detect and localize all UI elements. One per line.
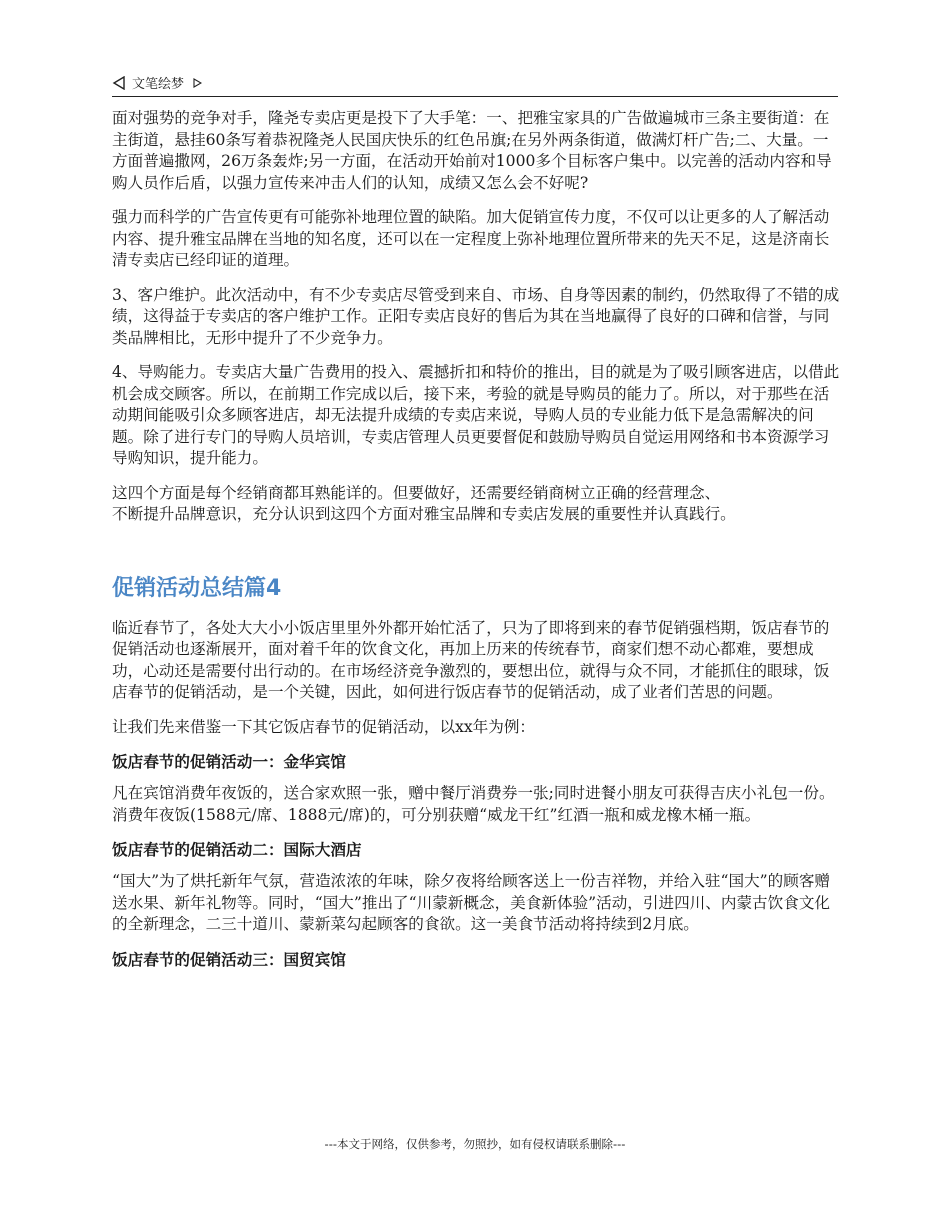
activity-heading-2: 饭店春节的促销活动二：国际大酒店: [112, 840, 362, 859]
document-body: [112, 108, 840, 981]
activity-body-1: 凡在宾馆消费年夜饭的，送合家欢照一张，赠中餐厅消费券一张;同时进餐小朋友可获得吉庆小礼包一份。消费年夜饭(1588元/席、1888元/席)的，可分别获赠“威龙干红”红酒一瓶和威龙橡木桶一瓶。: [112, 784, 835, 824]
paragraph-competition: 面对强势的竞争对手，隆尧专卖店更是投下了大手笔：一、把雅宝家具的广告做遍城市三条主要街道：在主街道，悬挂60条写着恭祝隆尧人民国庆快乐的红色吊旗;在另外两条街道，做满灯杆广告;二、大量。一方面普遍撒网，26万条轰炸;另一方面，在活动开始前对1000多个目标客户集中。以完善的活动内容和导购人员作后盾，以强力宣传来冲击人们的认知，成绩又怎么会不好呢?: [112, 109, 832, 192]
right-triangle-icon: [193, 78, 202, 88]
paragraph-advertising: 强力而科学的广告宣传更有可能弥补地理位置的缺陷。加大促销宣传力度，不仅可以让更多的人了解活动内容、提升雅宝品牌在当地的知名度，还可以在一定程度上弥补地理位置所带来的先天不足，这是济南长清专卖店已经印证的道理。: [112, 208, 830, 269]
summary-line-1: 这四个方面是每个经销商都耳熟能详的。但要做好，还需要经销商树立正确的经营理念、: [112, 483, 721, 502]
brand-name: 文笔绘梦: [132, 77, 185, 92]
left-triangle-icon: [112, 76, 126, 90]
summary-line-2: 不断提升品牌意识，充分认识到这四个方面对雅宝品牌和专卖店发展的重要性并认真践行。: [112, 505, 736, 523]
paragraph-sales-ability: 4、导购能力。专卖店大量广告费用的投入、震撼折扣和特价的推出，目的就是为了吸引顾客进店，以借此机会成交顾客。所以，在前期工作完成以后，接下来，考验的就是导购员的能力了。所以，对于那些在活动期间能吸引众多顾客进店，却无法提升成绩的专卖店来说，导购人员的专业能力低下是急需解决的问题。除了进行专门的导购人员培训，专卖店管理人员更要督促和鼓励导购员自觉运用网络和书本资源学习导购知识，提升能力。: [112, 363, 840, 467]
paragraph-customer-maintenance: 3、客户维护。此次活动中，有不少专卖店尽管受到来自、市场、自身等因素的制约，仍然取得了不错的成绩，这得益于专卖店的客户维护工作。正阳专卖店良好的售后为其在当地赢得了良好的口碑和信誉，与同类品牌相比，无形中提升了不少竞争力。: [112, 285, 840, 347]
paragraph-summary: [112, 483, 840, 526]
section-intro: 临近春节了，各处大大小小饭店里里外外都开始忙活了，只为了即将到来的春节促销强档期，饭店春节的促销活动也逐渐展开，面对着千年的饮食文化，再加上历来的传统春节，商家们想不动心都难，要想成功，心动还是需要付出行动的。在市场经济竞争激烈的，要想出位，就得与众不同，才能抓住的眼球，饭店春节的促销活动，是一个关键，因此，如何进行饭店春节的促销活动，成了业者们苦思的问题。: [112, 618, 830, 701]
activity-heading-1: 饭店春节的促销活动一：金华宾馆: [112, 752, 346, 771]
section-lead: 让我们先来借鉴一下其它饭店春节的促销活动，以xx年为例：: [112, 717, 536, 736]
activity-heading-3: 饭店春节的促销活动三：国贸宾馆: [112, 949, 346, 969]
page-header: [112, 70, 838, 97]
page-footer: ---本文于网络，仅供参考，勿照抄，如有侵权请联系删除---: [324, 1137, 626, 1151]
activity-body-2: “国大”为了烘托新年气氛，营造浓浓的年味，除夕夜将给顾客送上一份吉祥物，并给入驻“国大”的顾客赠送水果、新年礼物等。同时，“国大”推出了“川蒙新概念，美食新体验”活动，引进四川、内蒙古饮食文化的全新理念，二三十道川、蒙新菜勾起顾客的食欲。这一美食节活动将持续到2月底。: [112, 872, 831, 933]
section-title: 促销活动总结篇4: [112, 575, 282, 601]
brand: [112, 73, 208, 92]
